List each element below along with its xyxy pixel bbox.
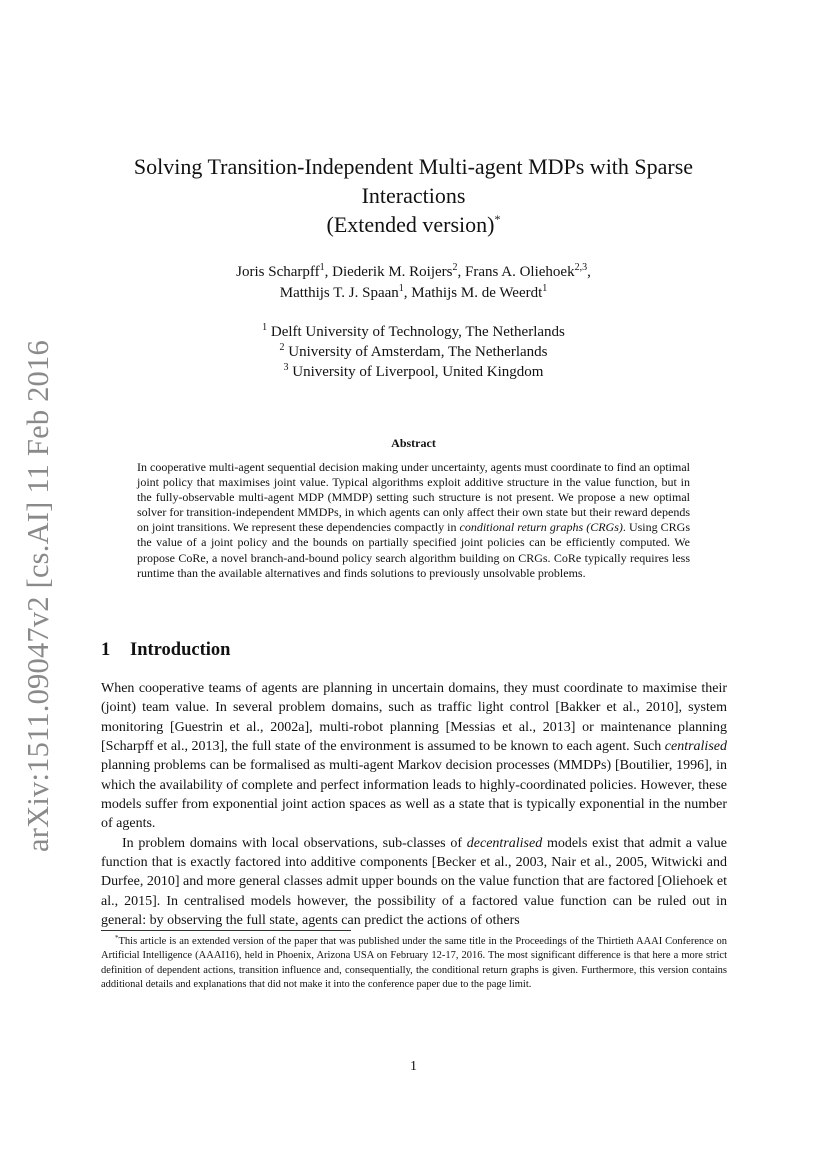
author-name: Diederik M. Roijers bbox=[332, 264, 453, 280]
author-list bbox=[100, 262, 727, 304]
author-affiliation-mark: 2 bbox=[452, 262, 458, 273]
author-affiliation-mark: 1 bbox=[398, 283, 404, 294]
author-affiliation-mark: 2,3 bbox=[574, 262, 588, 273]
abstract-text-part1: In cooperative multi-agent sequential decision making under uncertainty, agents must coordinate to find an optimal joint policy that maximises joint value. Typical algorithms exploit additive structure in the value function, but in the fully-observable multi-agent MDP (MMDP) setting such structure is not present. We propose a new optimal solver for transition-independent MMDPs, in which agents can only affect their own state but their reward depends on joint transitions. We represent these dependencies compactly in bbox=[137, 460, 690, 535]
intro-p1-emphasis: centralised bbox=[664, 739, 727, 755]
page-number: 1 bbox=[410, 1059, 417, 1074]
abstract-emphasis: conditional return graphs (CRGs) bbox=[459, 520, 623, 535]
section-title: Introduction bbox=[130, 640, 231, 660]
title-line-2: Interactions bbox=[361, 183, 466, 208]
paper-title bbox=[100, 152, 727, 239]
affiliation-mark: 1 bbox=[262, 322, 268, 333]
title-line-3-text: (Extended version) bbox=[326, 212, 495, 237]
section-number: 1 bbox=[101, 640, 111, 660]
author-affiliation-mark: 1 bbox=[542, 283, 548, 294]
abstract-paragraph bbox=[137, 460, 690, 581]
footnote-rule bbox=[101, 930, 351, 931]
intro-p2-emphasis: decentralised bbox=[466, 835, 543, 851]
title-line-1: Solving Transition-Independent Multi-agent MDPs with Sparse bbox=[133, 154, 694, 179]
author-name: Matthijs T. J. Spaan bbox=[279, 285, 399, 301]
author-line-1: Joris Scharpff$^1$, Diederik M. Roijers$^2$, Frans A. Oliehoek$^{2,3}$, bbox=[236, 262, 591, 280]
intro-p1-text-b: planning problems can be formalised as multi-agent Markov decision processes (MMDPs) [Boutilier, 1996], in which the availability of complete and perfect information leads to highly-coordinated policies. However, these models suffer from exponential joint action spaces as well as a state that is typically exponential in the number of agents. bbox=[101, 758, 727, 832]
affiliation-mark: 2 bbox=[279, 342, 285, 353]
footnote-text: This article is an extended version of the paper that was published under the same title in the Proceedings of the Thirtieth AAAI Conference on Artificial Intelligence (AAAI16), held in Phoenix, Arizona USA on February 12-17, 2016. The most significant difference is that here a more strict definition of dependent actions, transition influence and, consequentially, the conditional return graphs is given. Furthermore, this version contains additional details and explanations that did not make it into the conference paper due to the page limit. bbox=[101, 936, 727, 990]
affiliation-list bbox=[100, 322, 727, 382]
affiliation-text: Delft University of Technology, The Netherlands bbox=[270, 324, 565, 340]
affiliation-text: University of Amsterdam, The Netherlands bbox=[288, 344, 548, 360]
affiliation-item bbox=[100, 342, 727, 362]
author-name: Joris Scharpff bbox=[236, 264, 320, 280]
author-affiliation-mark: 1 bbox=[319, 262, 325, 273]
affiliation-item bbox=[100, 362, 727, 382]
intro-p1-text-a: When cooperative teams of agents are planning in uncertain domains, they must coordinate to maximise their (joint) team value. In several problem domains, such as traffic light control [Bakker et al., 2010], system monitoring [Guestrin et al., 2002a], multi-robot planning [Messias et al., 2013] or maintenance planning [Scharpff et al., 2013], the full state of the environment is assumed to be known to each agent. Such bbox=[101, 681, 727, 755]
affiliation-item bbox=[100, 322, 727, 342]
arxiv-identifier-stamp: arXiv:1511.09047v2 [cs.AI] 11 Feb 2016 bbox=[21, 340, 55, 852]
affiliation-mark: 3 bbox=[283, 362, 289, 373]
intro-paragraph-1 bbox=[101, 679, 727, 834]
author-name: Mathijs M. de Weerdt bbox=[411, 285, 543, 301]
author-line-2: Matthijs T. J. Spaan$^1$, Mathijs M. de Weerdt$^1$ bbox=[279, 283, 548, 301]
title-line-3 bbox=[100, 210, 727, 239]
abstract-heading: Abstract bbox=[391, 436, 436, 450]
introduction-body bbox=[101, 679, 727, 930]
section-heading bbox=[101, 638, 230, 662]
title-footnote-mark: * bbox=[494, 212, 501, 226]
abstract-body bbox=[137, 460, 690, 581]
author-name: Frans A. Oliehoek bbox=[465, 264, 575, 280]
intro-paragraph-2 bbox=[101, 834, 727, 931]
abstract-text-part2: . Using CRGs the value of a joint policy and the bounds on partially specified joint policies can be efficiently computed. We propose CoRe, a novel branch-and-bound policy search algorithm building on CRGs. CoRe typically requires less runtime than the available alternatives and finds solutions to previously unsolvable problems. bbox=[137, 520, 691, 580]
footnote-mark: * bbox=[115, 934, 119, 942]
footnote-paragraph bbox=[101, 935, 727, 992]
intro-p2-text-b: models exist that admit a value function that is exactly factored into additive components [Becker et al., 2003, Nair et al., 2005, Witwicki and Durfee, 2010] and more general classes admit upper bounds on the value function that are factored [Oliehoek et al., 2015]. In centralised models however, the possibility of a factored value function can be ruled out in general: by observing the full state, agents can predict the actions of others bbox=[101, 835, 727, 929]
affiliation-text: University of Liverpool, United Kingdom bbox=[292, 364, 544, 380]
intro-p2-text-a: In problem domains with local observations, sub-classes of bbox=[122, 835, 467, 851]
footnote bbox=[101, 935, 727, 992]
